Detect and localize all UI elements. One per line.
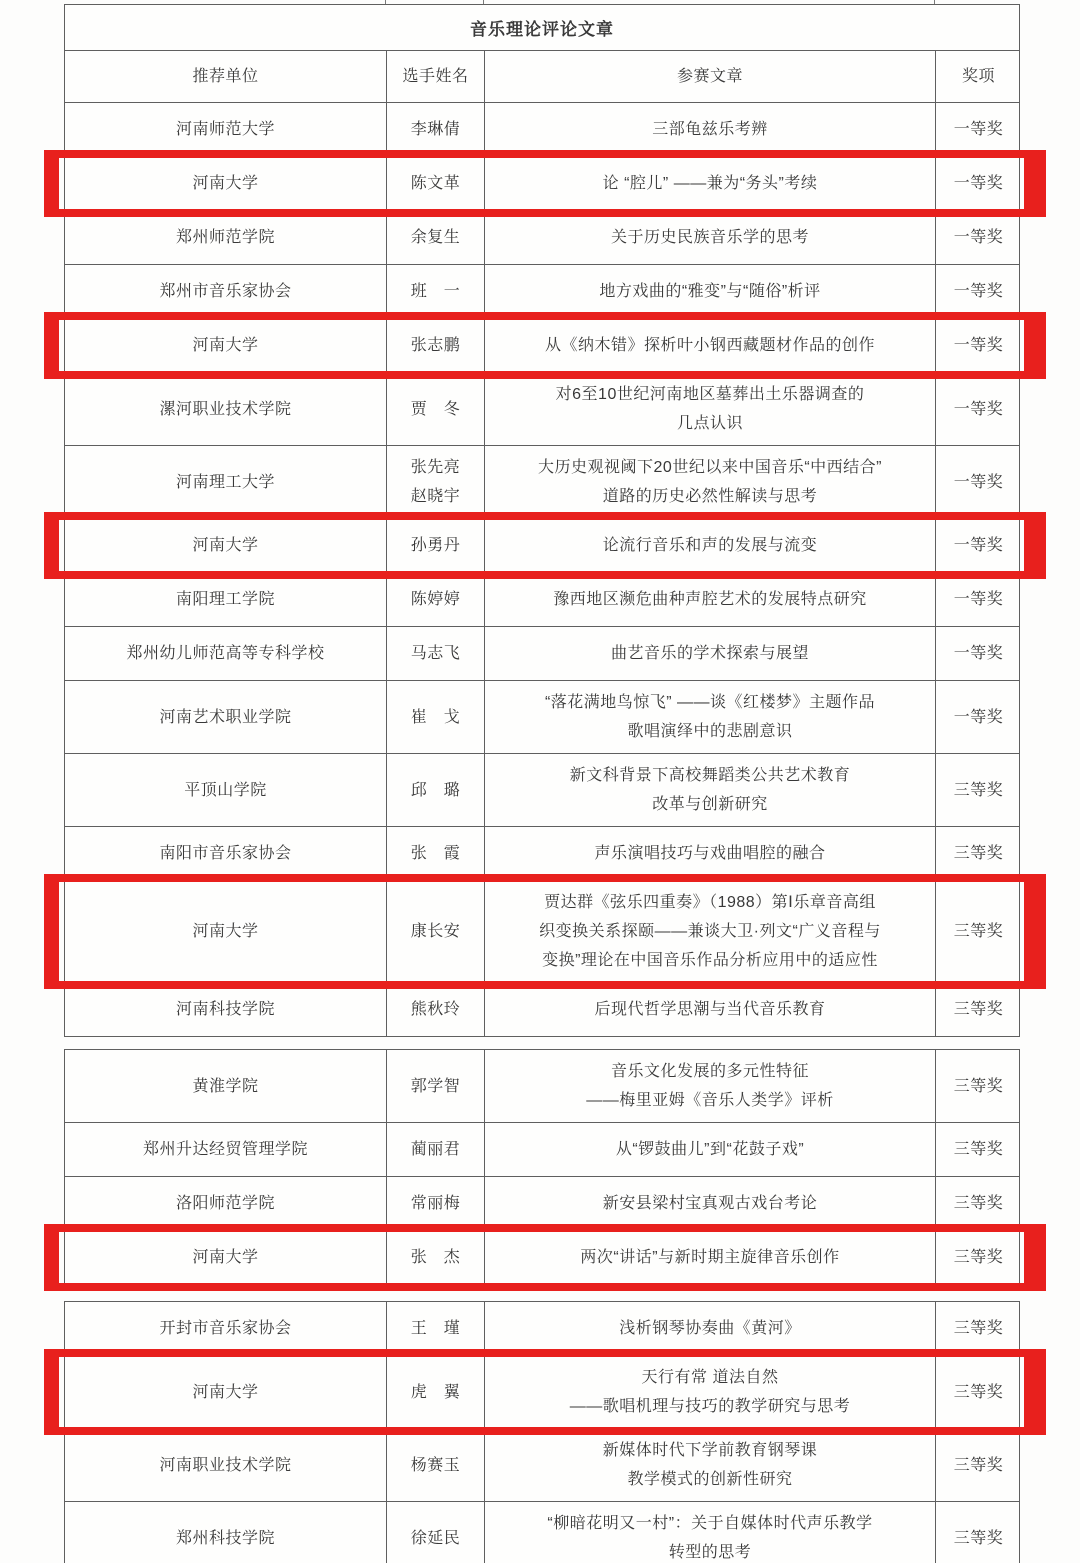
org-cell-text: 河南大学: [192, 923, 259, 940]
name-cell-text: 班 一: [410, 283, 461, 300]
table-row: [65, 626, 1019, 680]
table-body-3: [65, 1302, 1019, 1563]
name-cell-text: 陈婷婷: [410, 591, 461, 608]
award-cell: [935, 827, 1021, 880]
award-cell-text: 三等奖: [953, 923, 1004, 940]
name-cell-text: 张 霞: [410, 845, 461, 862]
award-cell: [935, 681, 1021, 753]
name-cell: [386, 681, 484, 753]
award-cell-text: 一等奖: [953, 645, 1004, 662]
name-cell-text: 邱 璐: [410, 781, 461, 799]
table-row: [65, 1302, 1019, 1355]
table-edge-stub: [934, 0, 935, 4]
article-cell-text: 从《纳木错》探析叶小钢西藏题材作品的创作: [544, 337, 875, 354]
org-cell: [65, 881, 386, 982]
name-cell-text: 李琳倩: [410, 121, 461, 138]
award-cell: [935, 1429, 1021, 1501]
award-cell-text: 一等奖: [953, 283, 1004, 300]
table-edge-stub: [483, 0, 484, 4]
article-cell: [484, 1356, 935, 1428]
article-cell: [484, 1177, 935, 1230]
award-cell-text: 三等奖: [953, 781, 1004, 799]
award-cell-text: 一等奖: [953, 708, 1004, 726]
award-cell-text: 三等奖: [953, 1383, 1004, 1401]
award-cell: [935, 627, 1021, 680]
org-cell: [65, 157, 386, 210]
award-cell-text: 一等奖: [953, 229, 1004, 246]
article-cell-text: 改革与创新研究: [652, 796, 768, 813]
award-cell: [935, 157, 1021, 210]
name-cell-text: 张志鹏: [410, 337, 461, 354]
article-cell: [484, 157, 935, 210]
article-cell: [484, 446, 935, 518]
award-cell: [935, 265, 1021, 318]
award-cell-text: 三等奖: [953, 1249, 1004, 1266]
org-cell: [65, 1429, 386, 1501]
name-cell: [386, 157, 484, 210]
article-cell-text: 论 “腔儿” ——兼为“务头”考续: [602, 175, 818, 192]
article-cell-text: 曲艺音乐的学术探索与展望: [610, 645, 809, 662]
article-cell: [484, 211, 935, 264]
name-cell-text: 赵晓宇: [410, 488, 461, 505]
name-cell: [386, 373, 484, 445]
award-cell: [935, 1177, 1021, 1230]
award-cell-text: 三等奖: [953, 1141, 1004, 1158]
name-cell: [386, 103, 484, 156]
article-cell-text: 对6至10世纪河南地区墓葬出土乐器调查的: [555, 386, 865, 403]
article-cell-text: 织变换关系探颐——兼谈大卫·列文“广义音程与: [539, 923, 881, 940]
org-cell: [65, 103, 386, 156]
article-cell-text: 浅析钢琴协奏曲《黄河》: [619, 1320, 801, 1337]
table-title: 音乐理论评论文章: [65, 5, 1019, 51]
table-edge-stub: [385, 0, 386, 4]
name-cell: [386, 1123, 484, 1176]
name-cell-text: 张先亮: [410, 459, 461, 476]
article-cell: [484, 1429, 935, 1501]
article-cell-text: “落花满地鸟惊飞” ——谈《红楼梦》主题作品: [544, 694, 876, 711]
award-cell: [935, 1050, 1021, 1122]
name-cell-text: 熊秋玲: [410, 1001, 461, 1018]
org-cell: [65, 1123, 386, 1176]
table-row-highlighted: [65, 880, 1019, 982]
article-cell: [484, 681, 935, 753]
org-cell-text: 河南大学: [192, 537, 259, 554]
article-cell-text: 音乐文化发展的多元性特征: [610, 1063, 809, 1080]
table-segment-1: [64, 4, 1020, 1037]
article-cell: [484, 754, 935, 826]
name-cell: [386, 319, 484, 372]
org-cell-text: 南阳理工学院: [175, 591, 275, 608]
article-cell-text: 从“锣鼓曲儿”到“花鼓子戏”: [615, 1141, 805, 1158]
table-row: [65, 1176, 1019, 1230]
name-cell: [386, 983, 484, 1036]
article-cell: [484, 103, 935, 156]
table-row: [65, 1050, 1019, 1122]
article-cell: [484, 881, 935, 982]
article-cell-text: 转型的思考: [668, 1544, 752, 1561]
name-cell: [386, 1050, 484, 1122]
name-cell: [386, 265, 484, 318]
org-cell-text: 河南艺术职业学院: [159, 708, 292, 726]
article-cell: [484, 519, 935, 572]
award-cell: [935, 754, 1021, 826]
name-cell: [386, 573, 484, 626]
name-cell-text: 陈文革: [410, 175, 461, 192]
article-cell-text: 教学模式的创新性研究: [627, 1471, 793, 1488]
name-cell-text: 虎 翼: [410, 1383, 461, 1401]
award-cell: [935, 1502, 1021, 1563]
award-cell-text: 一等奖: [953, 400, 1004, 418]
name-cell-text: 马志飞: [410, 645, 461, 662]
org-cell-text: 河南大学: [192, 1249, 259, 1266]
org-cell-text: 河南科技学院: [175, 1001, 275, 1018]
table-row-highlighted: [65, 1230, 1019, 1284]
table-row: [65, 680, 1019, 753]
table-row-highlighted: [65, 156, 1019, 210]
org-cell-text: 郑州市音乐家协会: [159, 283, 292, 300]
article-cell-text: 后现代哲学思潮与当代音乐教育: [594, 1001, 826, 1018]
article-cell: [484, 265, 935, 318]
table-segment-3: [64, 1301, 1020, 1563]
name-cell-text: 常丽梅: [410, 1195, 461, 1212]
article-cell: [484, 573, 935, 626]
org-cell-text: 黄淮学院: [192, 1077, 259, 1095]
award-cell: [935, 1302, 1021, 1355]
award-table: [64, 4, 1020, 1563]
org-cell: [65, 1356, 386, 1428]
org-cell-text: 河南理工大学: [175, 473, 275, 491]
name-cell: [386, 1429, 484, 1501]
award-cell-text: 三等奖: [953, 1001, 1004, 1018]
award-cell: [935, 1356, 1021, 1428]
name-cell: [386, 1502, 484, 1563]
name-cell-text: 张 杰: [410, 1249, 461, 1266]
org-cell-text: 洛阳师范学院: [175, 1195, 275, 1212]
article-cell-text: 几点认识: [676, 415, 743, 432]
award-cell: [935, 319, 1021, 372]
award-cell: [935, 881, 1021, 982]
column-header-org: 推荐单位: [192, 68, 259, 85]
org-cell: [65, 373, 386, 445]
name-cell-text: 余复生: [410, 229, 461, 246]
award-cell: [935, 373, 1021, 445]
org-cell: [65, 265, 386, 318]
org-cell: [65, 827, 386, 880]
table-row: [65, 445, 1019, 518]
article-cell-text: 地方戏曲的“雅变”与“随俗”析评: [599, 283, 821, 300]
article-cell-text: 道路的历史必然性解读与思考: [602, 488, 818, 505]
name-cell: [386, 446, 484, 518]
article-cell: [484, 983, 935, 1036]
award-cell-text: 三等奖: [953, 1320, 1004, 1337]
name-cell-text: 杨赛玉: [410, 1456, 461, 1474]
name-cell: [386, 881, 484, 982]
table-row: [65, 1501, 1019, 1563]
award-cell-text: 三等奖: [953, 1195, 1004, 1212]
article-cell-text: ——歌唱机理与技巧的教学研究与思考: [569, 1398, 851, 1415]
name-cell: [386, 1356, 484, 1428]
award-cell: [935, 519, 1021, 572]
article-cell-text: 两次“讲话”与新时期主旋律音乐创作: [580, 1249, 840, 1266]
table-row: [65, 982, 1019, 1036]
org-cell-text: 郑州升达经贸管理学院: [142, 1141, 308, 1158]
org-cell: [65, 983, 386, 1036]
org-cell: [65, 754, 386, 826]
name-cell: [386, 754, 484, 826]
award-cell: [935, 446, 1021, 518]
table-row: [65, 372, 1019, 445]
table-row: [65, 572, 1019, 626]
table-segment-2: [64, 1049, 1020, 1285]
article-cell-text: 贾达群《弦乐四重奏》（1988）第Ⅰ乐章音高组: [544, 894, 876, 911]
table-row: [65, 826, 1019, 880]
org-cell-text: 河南大学: [192, 175, 259, 192]
table-row: [65, 103, 1019, 156]
article-cell-text: 三部龟兹乐考辨: [652, 121, 768, 138]
org-cell: [65, 1050, 386, 1122]
table-header-row: [65, 51, 1019, 103]
org-cell: [65, 573, 386, 626]
column-header-name: 选手姓名: [386, 51, 484, 102]
name-cell: [386, 211, 484, 264]
org-cell-text: 郑州幼儿师范高等专科学校: [126, 645, 325, 662]
article-cell: [484, 319, 935, 372]
article-cell: [484, 1502, 935, 1563]
award-cell-text: 一等奖: [953, 121, 1004, 138]
org-cell-text: 河南大学: [192, 337, 259, 354]
column-header-article: 参赛文章: [484, 51, 935, 102]
award-cell: [935, 1123, 1021, 1176]
award-cell: [935, 573, 1021, 626]
award-cell: [935, 211, 1021, 264]
table-row-highlighted: [65, 318, 1019, 372]
article-cell-text: 论流行音乐和声的发展与流变: [602, 537, 818, 554]
article-cell-text: 大历史观视阈下20世纪以来中国音乐“中西结合”: [538, 459, 882, 476]
org-cell: [65, 1231, 386, 1284]
article-cell-text: 声乐演唱技巧与戏曲唱腔的融合: [594, 845, 826, 862]
article-cell-text: 关于历史民族音乐学的思考: [610, 229, 809, 246]
article-cell-text: ——梅里亚姆《音乐人类学》评析: [586, 1092, 834, 1109]
table-row: [65, 1428, 1019, 1501]
column-header-award: 奖项: [935, 51, 1021, 102]
org-cell-text: 开封市音乐家协会: [159, 1320, 292, 1337]
org-cell: [65, 1177, 386, 1230]
org-cell: [65, 627, 386, 680]
org-cell: [65, 319, 386, 372]
org-cell-text: 郑州师范学院: [175, 229, 275, 246]
org-cell-text: 河南师范大学: [175, 121, 275, 138]
name-cell: [386, 827, 484, 880]
table-row-highlighted: [65, 518, 1019, 572]
name-cell-text: 贾 冬: [410, 400, 461, 418]
name-cell: [386, 627, 484, 680]
award-cell-text: 一等奖: [953, 337, 1004, 354]
org-cell: [65, 446, 386, 518]
org-cell: [65, 211, 386, 264]
article-cell-text: 变换”理论在中国音乐作品分析应用中的适应性: [542, 952, 878, 969]
award-cell: [935, 1231, 1021, 1284]
name-cell-text: 蔺丽君: [410, 1141, 461, 1158]
award-cell: [935, 983, 1021, 1036]
award-cell-text: 一等奖: [953, 537, 1004, 554]
name-cell-text: 康长安: [410, 923, 461, 940]
org-cell-text: 平顶山学院: [184, 781, 267, 799]
org-cell: [65, 519, 386, 572]
name-cell: [386, 519, 484, 572]
table-row-highlighted: [65, 1355, 1019, 1428]
name-cell-text: 王 瑾: [410, 1320, 461, 1337]
org-cell: [65, 1302, 386, 1355]
article-cell-text: 新安县梁村宝真观古戏台考论: [602, 1195, 818, 1212]
article-cell: [484, 1123, 935, 1176]
article-cell-text: 天行有常 道法自然: [641, 1369, 779, 1386]
award-cell: [935, 103, 1021, 156]
name-cell-text: 郭学智: [410, 1077, 461, 1095]
name-cell: [386, 1231, 484, 1284]
article-cell: [484, 373, 935, 445]
award-cell-text: 一等奖: [953, 473, 1004, 491]
award-cell-text: 一等奖: [953, 591, 1004, 608]
award-cell-text: 三等奖: [953, 1529, 1004, 1547]
table-row: [65, 753, 1019, 826]
table-body-2: [65, 1050, 1019, 1284]
table-row: [65, 1122, 1019, 1176]
award-cell-text: 一等奖: [953, 175, 1004, 192]
table-body-1: [65, 103, 1019, 1036]
org-cell-text: 漯河职业技术学院: [159, 400, 292, 418]
award-cell-text: 三等奖: [953, 1456, 1004, 1474]
org-cell: [65, 681, 386, 753]
article-cell-text: 新媒体时代下学前教育钢琴课: [602, 1442, 818, 1459]
article-cell: [484, 1302, 935, 1355]
article-cell: [484, 827, 935, 880]
article-cell-text: 歌唱演绎中的悲剧意识: [627, 723, 793, 740]
name-cell: [386, 1177, 484, 1230]
article-cell: [484, 627, 935, 680]
org-cell-text: 南阳市音乐家协会: [159, 845, 292, 862]
table-row: [65, 264, 1019, 318]
article-cell: [484, 1231, 935, 1284]
name-cell-text: 徐延民: [410, 1529, 461, 1547]
article-cell-text: 新文科背景下高校舞蹈类公共艺术教育: [569, 767, 851, 784]
name-cell-text: 孙勇丹: [410, 537, 461, 554]
article-cell-text: “柳暗花明又一村”：关于自媒体时代声乐教学: [547, 1515, 873, 1532]
name-cell-text: 崔 戈: [410, 708, 461, 726]
article-cell-text: 豫西地区濒危曲种声腔艺术的发展特点研究: [553, 591, 867, 608]
org-cell-text: 河南大学: [192, 1383, 259, 1401]
table-row: [65, 210, 1019, 264]
award-cell-text: 三等奖: [953, 1077, 1004, 1095]
award-cell-text: 三等奖: [953, 845, 1004, 862]
org-cell: [65, 1502, 386, 1563]
name-cell: [386, 1302, 484, 1355]
org-cell-text: 郑州科技学院: [175, 1529, 275, 1547]
article-cell: [484, 1050, 935, 1122]
org-cell-text: 河南职业技术学院: [159, 1456, 292, 1474]
